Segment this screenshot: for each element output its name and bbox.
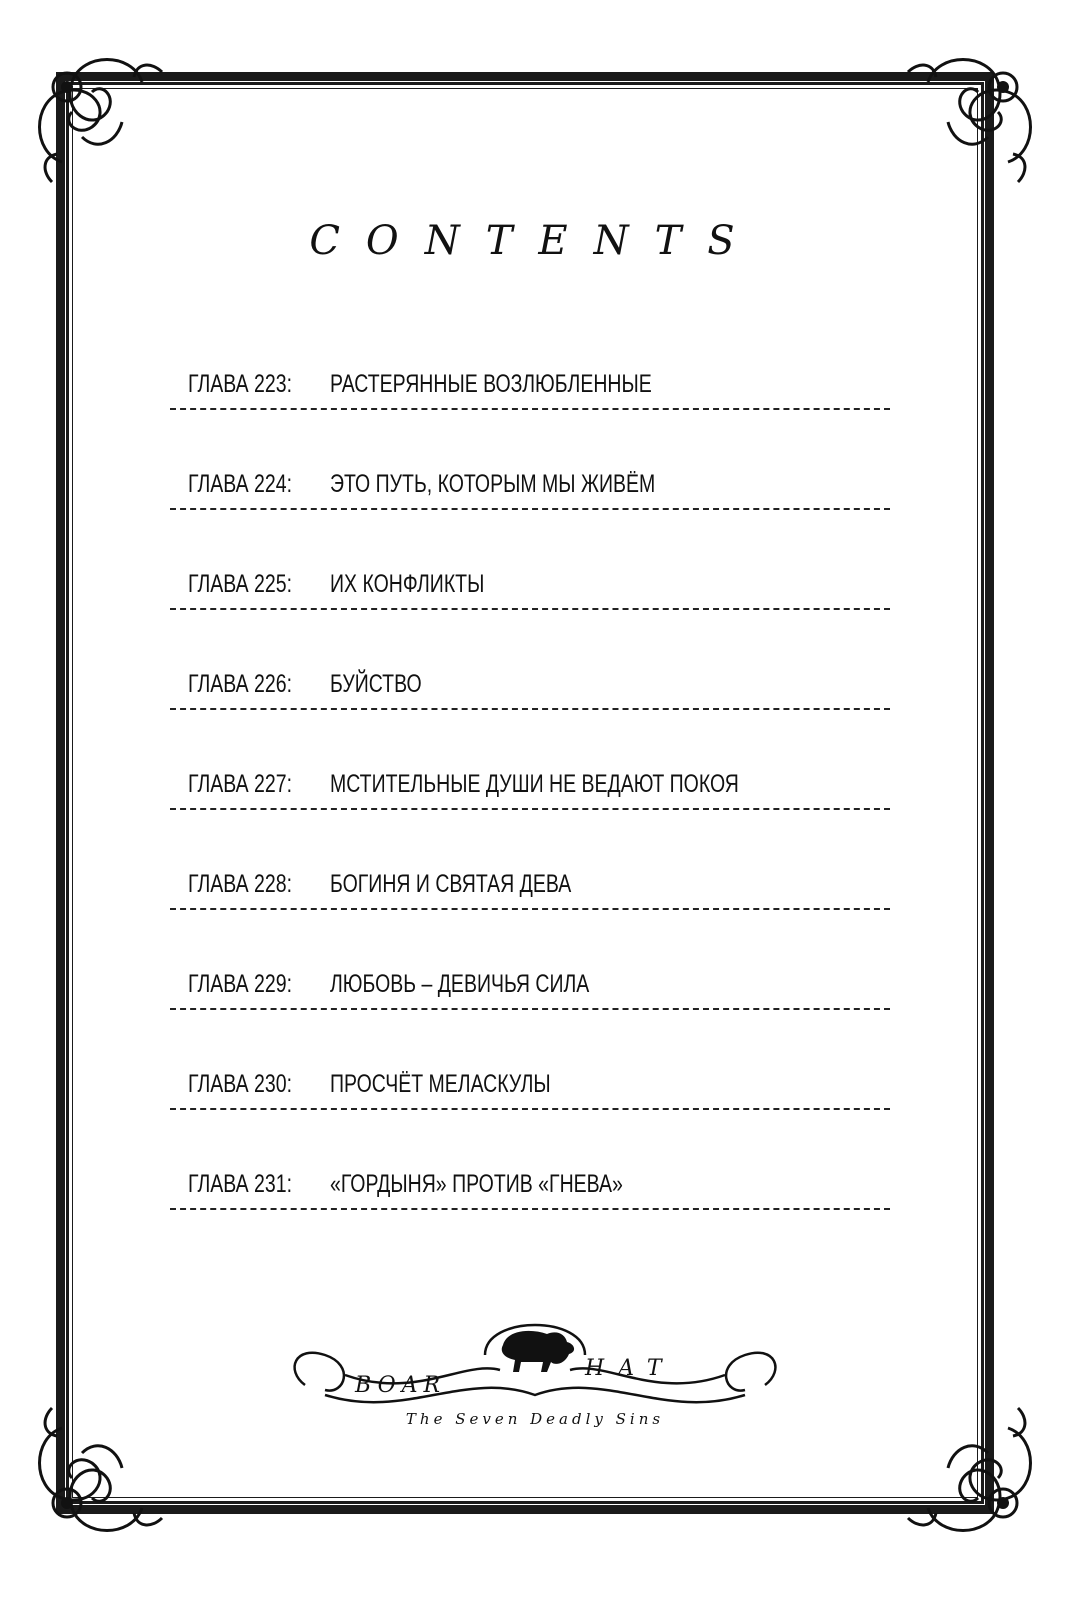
chapter-label: ГЛАВА 229: bbox=[188, 970, 293, 998]
chapter-label: ГЛАВА 230: bbox=[188, 1070, 293, 1098]
chapter-title: МСТИТЕЛЬНЫЕ ДУШИ НЕ ВЕДАЮТ ПОКОЯ bbox=[330, 770, 739, 798]
toc-row[interactable] bbox=[170, 670, 890, 770]
dashed-leader bbox=[170, 708, 890, 710]
chapter-label: ГЛАВА 225: bbox=[188, 570, 293, 598]
chapter-label: ГЛАВА 227: bbox=[188, 770, 293, 798]
chapter-label: ГЛАВА 228: bbox=[188, 870, 293, 898]
dashed-leader bbox=[170, 808, 890, 810]
chapter-title: ПРОСЧЁТ МЕЛАСКУЛЫ bbox=[330, 1070, 551, 1098]
chapter-title: «ГОРДЫНЯ» ПРОТИВ «ГНЕВА» bbox=[330, 1170, 623, 1198]
chapter-label: ГЛАВА 223: bbox=[188, 370, 293, 398]
chapter-label: ГЛАВА 226: bbox=[188, 670, 293, 698]
dashed-leader bbox=[170, 1208, 890, 1210]
toc-row[interactable] bbox=[170, 870, 890, 970]
logo-swirl-right bbox=[726, 1353, 775, 1391]
logo-subtitle: The Seven Deadly Sins bbox=[405, 1410, 665, 1428]
dashed-leader bbox=[170, 1008, 890, 1010]
toc-row[interactable] bbox=[170, 970, 890, 1070]
dashed-leader bbox=[170, 908, 890, 910]
logo-right-word: HAT bbox=[585, 1356, 676, 1381]
dashed-leader bbox=[170, 1108, 890, 1110]
toc-row[interactable] bbox=[170, 1170, 890, 1270]
toc-row[interactable] bbox=[170, 370, 890, 470]
toc-row[interactable] bbox=[170, 470, 890, 570]
chapter-title: БОГИНЯ И СВЯТАЯ ДЕВА bbox=[330, 870, 572, 898]
dashed-leader bbox=[170, 608, 890, 610]
ornament-corner-top-left bbox=[22, 42, 172, 192]
logo-swirl-left bbox=[295, 1353, 344, 1391]
chapter-title: БУЙСТВО bbox=[330, 670, 422, 698]
chapter-label: ГЛАВА 231: bbox=[188, 1170, 293, 1198]
chapter-label: ГЛАВА 224: bbox=[188, 470, 293, 498]
table-of-contents bbox=[170, 370, 890, 1270]
dashed-leader bbox=[170, 508, 890, 510]
toc-row[interactable] bbox=[170, 770, 890, 870]
logo-left-word: BOAR bbox=[355, 1373, 447, 1398]
chapter-title: ИХ КОНФЛИКТЫ bbox=[330, 570, 485, 598]
chapter-title: РАСТЕРЯННЫЕ ВОЗЛЮБЛЕННЫЕ bbox=[330, 370, 652, 398]
boar-icon bbox=[502, 1331, 574, 1372]
chapter-title: ЛЮБОВЬ – ДЕВИЧЬЯ СИЛА bbox=[330, 970, 590, 998]
ornament-corner-top-right bbox=[898, 42, 1048, 192]
toc-row[interactable] bbox=[170, 570, 890, 670]
chapter-title: ЭТО ПУТЬ, КОТОРЫМ МЫ ЖИВЁМ bbox=[330, 470, 656, 498]
dashed-leader bbox=[170, 408, 890, 410]
toc-row[interactable] bbox=[170, 1070, 890, 1170]
page-title: CONTENTS bbox=[309, 218, 761, 264]
